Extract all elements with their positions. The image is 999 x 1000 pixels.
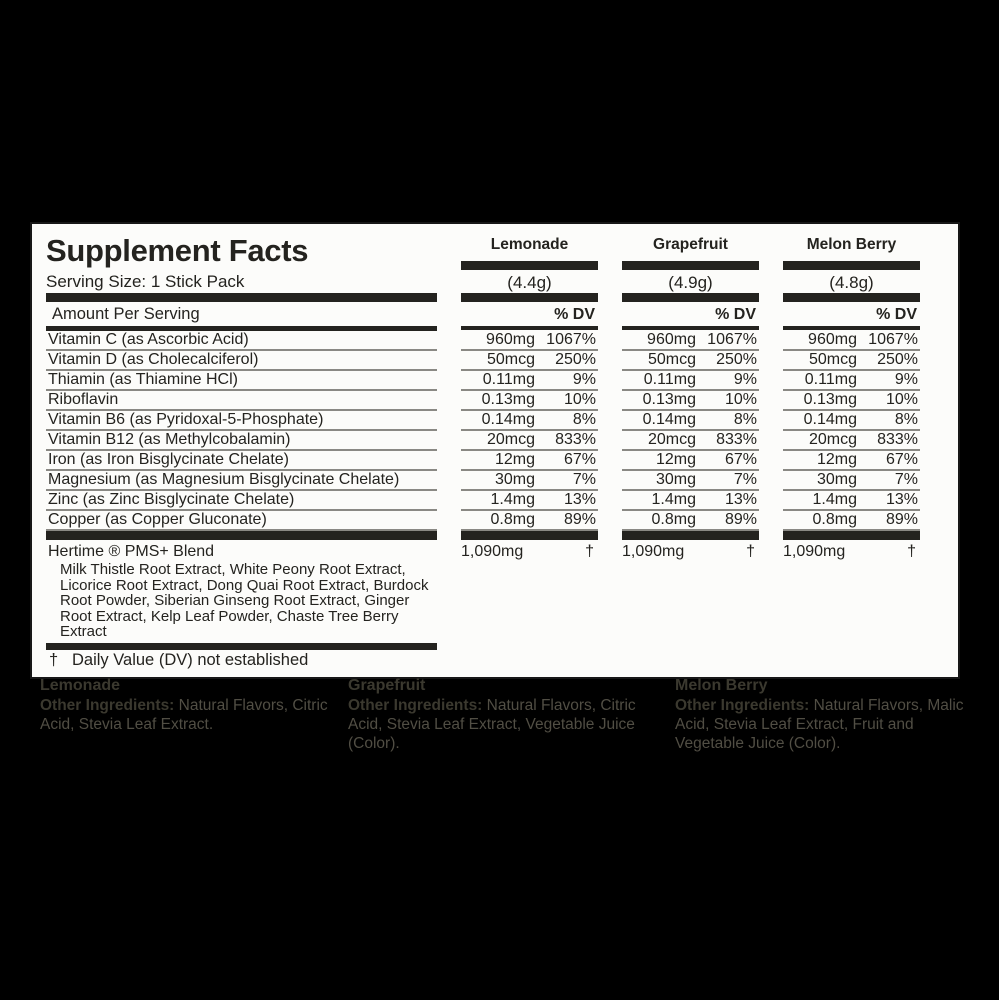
nutrient-value-cell (783, 511, 920, 531)
divider-bar (622, 326, 759, 330)
serving-weight: (4.4g) (507, 273, 552, 292)
other-ingredients-column (348, 676, 662, 753)
spacer (783, 643, 920, 672)
nutrient-name: Magnesium (as Magnesium Bisglycinate Chelate) (46, 471, 437, 491)
nutrient-amount: 0.8mg (812, 511, 857, 528)
divider-bar (622, 293, 759, 302)
spacer (622, 643, 759, 672)
nutrient-amount: 0.14mg (642, 411, 696, 428)
divider-bar (46, 531, 437, 540)
nutrient-amount: 0.8mg (651, 511, 696, 528)
nutrient-percent-dv: 89% (563, 511, 596, 528)
nutrient-percent-dv: 8% (572, 411, 596, 428)
nutrient-percent-dv: 7% (894, 471, 918, 488)
nutrient-row (46, 511, 920, 531)
nutrient-name: Copper (as Copper Gluconate) (46, 511, 437, 531)
nutrient-name: Vitamin B12 (as Methylcobalamin) (46, 431, 437, 451)
divider-bar (461, 531, 598, 540)
nutrient-name: Iron (as Iron Bisglycinate Chelate) (46, 451, 437, 471)
nutrient-percent-dv: 250% (877, 351, 918, 368)
nutrient-value-cell (461, 471, 598, 491)
nutrient-value-cell (783, 351, 920, 371)
nutrient-percent-dv: 1067% (707, 331, 757, 348)
serving-size: Serving Size: 1 Stick Pack (46, 271, 245, 291)
nutrient-row (46, 391, 920, 411)
nutrient-percent-dv: 7% (572, 471, 596, 488)
nutrient-value-cell (783, 491, 920, 511)
thick-divider-row (46, 531, 920, 540)
nutrient-percent-dv: 9% (894, 371, 918, 388)
dv-footnote (46, 650, 437, 672)
nutrient-percent-dv: 833% (877, 431, 918, 448)
blend-amount: 1,090mg (622, 543, 685, 560)
nutrient-value-cell (622, 411, 759, 431)
nutrient-amount: 30mg (655, 471, 696, 488)
divider-bar (622, 261, 759, 270)
nutrient-amount: 20mcg (808, 431, 857, 448)
nutrient-name: Vitamin D (as Cholecalciferol) (46, 351, 437, 371)
footer-flavor-heading: Grapefruit (348, 677, 426, 694)
divider-bar (461, 326, 598, 330)
footnote-row (46, 643, 920, 672)
divider-bar (783, 531, 920, 540)
nutrient-value-cell (622, 371, 759, 391)
nutrient-name: Vitamin B6 (as Pyridoxal-5-Phosphate) (46, 411, 437, 431)
nutrient-row (46, 411, 920, 431)
other-ingredients-label: Other Ingredients: (675, 697, 810, 714)
divider-bar (46, 643, 437, 650)
nutrient-name: Thiamin (as Thiamine HCl) (46, 371, 437, 391)
nutrient-value-cell (461, 371, 598, 391)
flavor-column-header (783, 232, 920, 331)
spacer (461, 643, 598, 672)
flavor-name: Grapefruit (653, 236, 728, 253)
nutrient-amount: 0.13mg (803, 391, 857, 408)
nutrient-amount: 50mcg (808, 351, 857, 368)
nutrient-row (46, 431, 920, 451)
divider-bar (46, 293, 437, 302)
nutrient-percent-dv: 67% (563, 451, 596, 468)
footer-ingredients-text (675, 696, 967, 753)
blend-value-cell (461, 542, 598, 562)
nutrient-amount: 12mg (655, 451, 696, 468)
blend-value-cell (622, 542, 759, 562)
blend-description (46, 542, 437, 640)
nutrient-value-cell (622, 331, 759, 351)
footnote-column (46, 643, 437, 672)
nutrient-value-cell (783, 431, 920, 451)
nutrient-amount: 1.4mg (490, 491, 535, 508)
other-ingredients-column (40, 676, 328, 734)
nutrient-percent-dv: 89% (885, 511, 918, 528)
footnote-text: Daily Value (DV) not established (72, 651, 309, 670)
nutrient-amount: 1.4mg (651, 491, 696, 508)
dagger-symbol: † (585, 543, 594, 560)
dagger-symbol: † (49, 651, 59, 670)
nutrient-percent-dv: 7% (733, 471, 757, 488)
nutrient-percent-dv: 89% (724, 511, 757, 528)
nutrient-value-cell (461, 431, 598, 451)
blend-name: Hertime ® PMS+ Blend (48, 543, 215, 560)
nutrient-amount: 1.4mg (812, 491, 857, 508)
nutrient-percent-dv: 10% (563, 391, 596, 408)
divider-bar (461, 293, 598, 302)
nutrient-percent-dv: 8% (733, 411, 757, 428)
other-ingredients-list: Natural Flavors, Citric Acid, Stevia Leaf Extract. (40, 697, 328, 733)
nutrient-amount: 50mcg (486, 351, 535, 368)
nutrient-percent-dv: 13% (885, 491, 918, 508)
footer-flavor-heading: Lemonade (40, 677, 121, 694)
nutrient-amount: 0.11mg (482, 371, 535, 388)
nutrient-value-cell (783, 331, 920, 351)
nutrient-amount: 30mg (494, 471, 535, 488)
dagger-symbol: † (907, 543, 916, 560)
blend-row (46, 542, 920, 640)
nutrient-percent-dv: 833% (716, 431, 757, 448)
nutrient-percent-dv: 9% (733, 371, 757, 388)
divider-bar (461, 261, 598, 270)
header-band (46, 232, 920, 331)
nutrient-amount: 50mcg (647, 351, 696, 368)
flavor-name: Melon Berry (806, 236, 897, 253)
blend-ingredients: Milk Thistle Root Extract, White Peony Root Extract, Licorice Root Extract, Dong Quai Root Extract, Burdock Root Powder, Siberian Ginseng Root Extract, Ginger Root Extract, Kelp Leaf Powder, Chaste Tree Berry Extract (60, 561, 429, 641)
nutrient-percent-dv: 10% (724, 391, 757, 408)
panel-title: Supplement Facts (46, 233, 309, 268)
nutrient-row (46, 491, 920, 511)
nutrient-percent-dv: 9% (572, 371, 596, 388)
nutrient-amount: 12mg (816, 451, 857, 468)
nutrient-rows (46, 331, 920, 531)
nutrient-amount: 0.11mg (643, 371, 696, 388)
divider-bar (783, 293, 920, 302)
nutrient-value-cell (461, 351, 598, 371)
nutrient-row (46, 371, 920, 391)
nutrient-value-cell (461, 511, 598, 531)
nutrient-value-cell (622, 471, 759, 491)
nutrient-amount: 960mg (486, 331, 535, 348)
blend-value-cell (783, 542, 920, 562)
nutrient-percent-dv: 833% (555, 431, 596, 448)
nutrient-percent-dv: 67% (724, 451, 757, 468)
nutrient-value-cell (461, 331, 598, 351)
nutrient-name: Riboflavin (46, 391, 437, 411)
nutrient-amount: 20mcg (486, 431, 535, 448)
other-ingredients-list: Natural Flavors, Malic Acid, Stevia Leaf Extract, Fruit and Vegetable Juice (Color). (675, 697, 964, 752)
nutrient-value-cell (461, 491, 598, 511)
nutrient-name: Zinc (as Zinc Bisglycinate Chelate) (46, 491, 437, 511)
nutrient-row (46, 451, 920, 471)
nutrient-amount: 960mg (647, 331, 696, 348)
nutrient-value-cell (622, 491, 759, 511)
blend-amount: 1,090mg (783, 543, 846, 560)
nutrient-percent-dv: 250% (716, 351, 757, 368)
nutrient-amount: 0.11mg (804, 371, 857, 388)
nutrient-percent-dv: 250% (555, 351, 596, 368)
nutrient-percent-dv: 67% (885, 451, 918, 468)
nutrient-percent-dv: 10% (885, 391, 918, 408)
nutrient-percent-dv: 8% (894, 411, 918, 428)
nutrient-percent-dv: 13% (563, 491, 596, 508)
supplement-facts-panel (30, 222, 960, 679)
nutrient-value-cell (783, 411, 920, 431)
divider-bar (783, 261, 920, 270)
nutrient-value-cell (622, 391, 759, 411)
other-ingredients-list: Natural Flavors, Citric Acid, Stevia Leaf Extract, Vegetable Juice (Color). (348, 697, 636, 752)
dagger-symbol: † (746, 543, 755, 560)
nutrient-percent-dv: 1067% (546, 331, 596, 348)
nutrient-value-cell (783, 451, 920, 471)
nutrient-amount: 0.13mg (481, 391, 535, 408)
nutrient-value-cell (461, 451, 598, 471)
nutrient-percent-dv: 1067% (868, 331, 918, 348)
nutrient-percent-dv: 13% (724, 491, 757, 508)
nutrient-amount: 20mcg (647, 431, 696, 448)
percent-dv-label: % DV (876, 306, 917, 323)
nutrient-amount: 960mg (808, 331, 857, 348)
nutrient-amount: 0.8mg (490, 511, 535, 528)
nutrient-amount: 30mg (816, 471, 857, 488)
serving-weight: (4.9g) (668, 273, 713, 292)
other-ingredients-label: Other Ingredients: (348, 697, 483, 714)
flavor-column-header (461, 232, 598, 331)
flavor-name: Lemonade (490, 236, 569, 253)
divider-bar (783, 326, 920, 330)
footer-ingredients-text (40, 696, 328, 734)
percent-dv-label: % DV (554, 306, 595, 323)
nutrient-amount: 12mg (494, 451, 535, 468)
nutrient-row (46, 471, 920, 491)
footer-ingredients-text (348, 696, 662, 753)
nutrient-value-cell (622, 451, 759, 471)
serving-weight: (4.8g) (829, 273, 874, 292)
nutrient-amount: 0.14mg (803, 411, 857, 428)
nutrient-value-cell (783, 391, 920, 411)
nutrient-amount: 0.13mg (642, 391, 696, 408)
nutrient-value-cell (783, 371, 920, 391)
nutrient-row (46, 331, 920, 351)
nutrient-row (46, 351, 920, 371)
nutrient-value-cell (622, 431, 759, 451)
nutrient-value-cell (622, 351, 759, 371)
flavor-column-header (622, 232, 759, 331)
percent-dv-label: % DV (715, 306, 756, 323)
nutrient-value-cell (783, 471, 920, 491)
other-ingredients-column (675, 676, 967, 753)
nutrient-value-cell (461, 391, 598, 411)
other-ingredients-label: Other Ingredients: (40, 697, 175, 714)
nutrient-amount: 0.14mg (481, 411, 535, 428)
footer-flavor-heading: Melon Berry (675, 677, 768, 694)
amount-per-serving-label: Amount Per Serving (52, 304, 200, 323)
blend-amount: 1,090mg (461, 543, 524, 560)
nutrient-value-cell (461, 411, 598, 431)
nutrient-name: Vitamin C (as Ascorbic Acid) (46, 331, 437, 351)
nutrient-value-cell (622, 511, 759, 531)
header-left-column (46, 232, 437, 331)
divider-bar (622, 531, 759, 540)
